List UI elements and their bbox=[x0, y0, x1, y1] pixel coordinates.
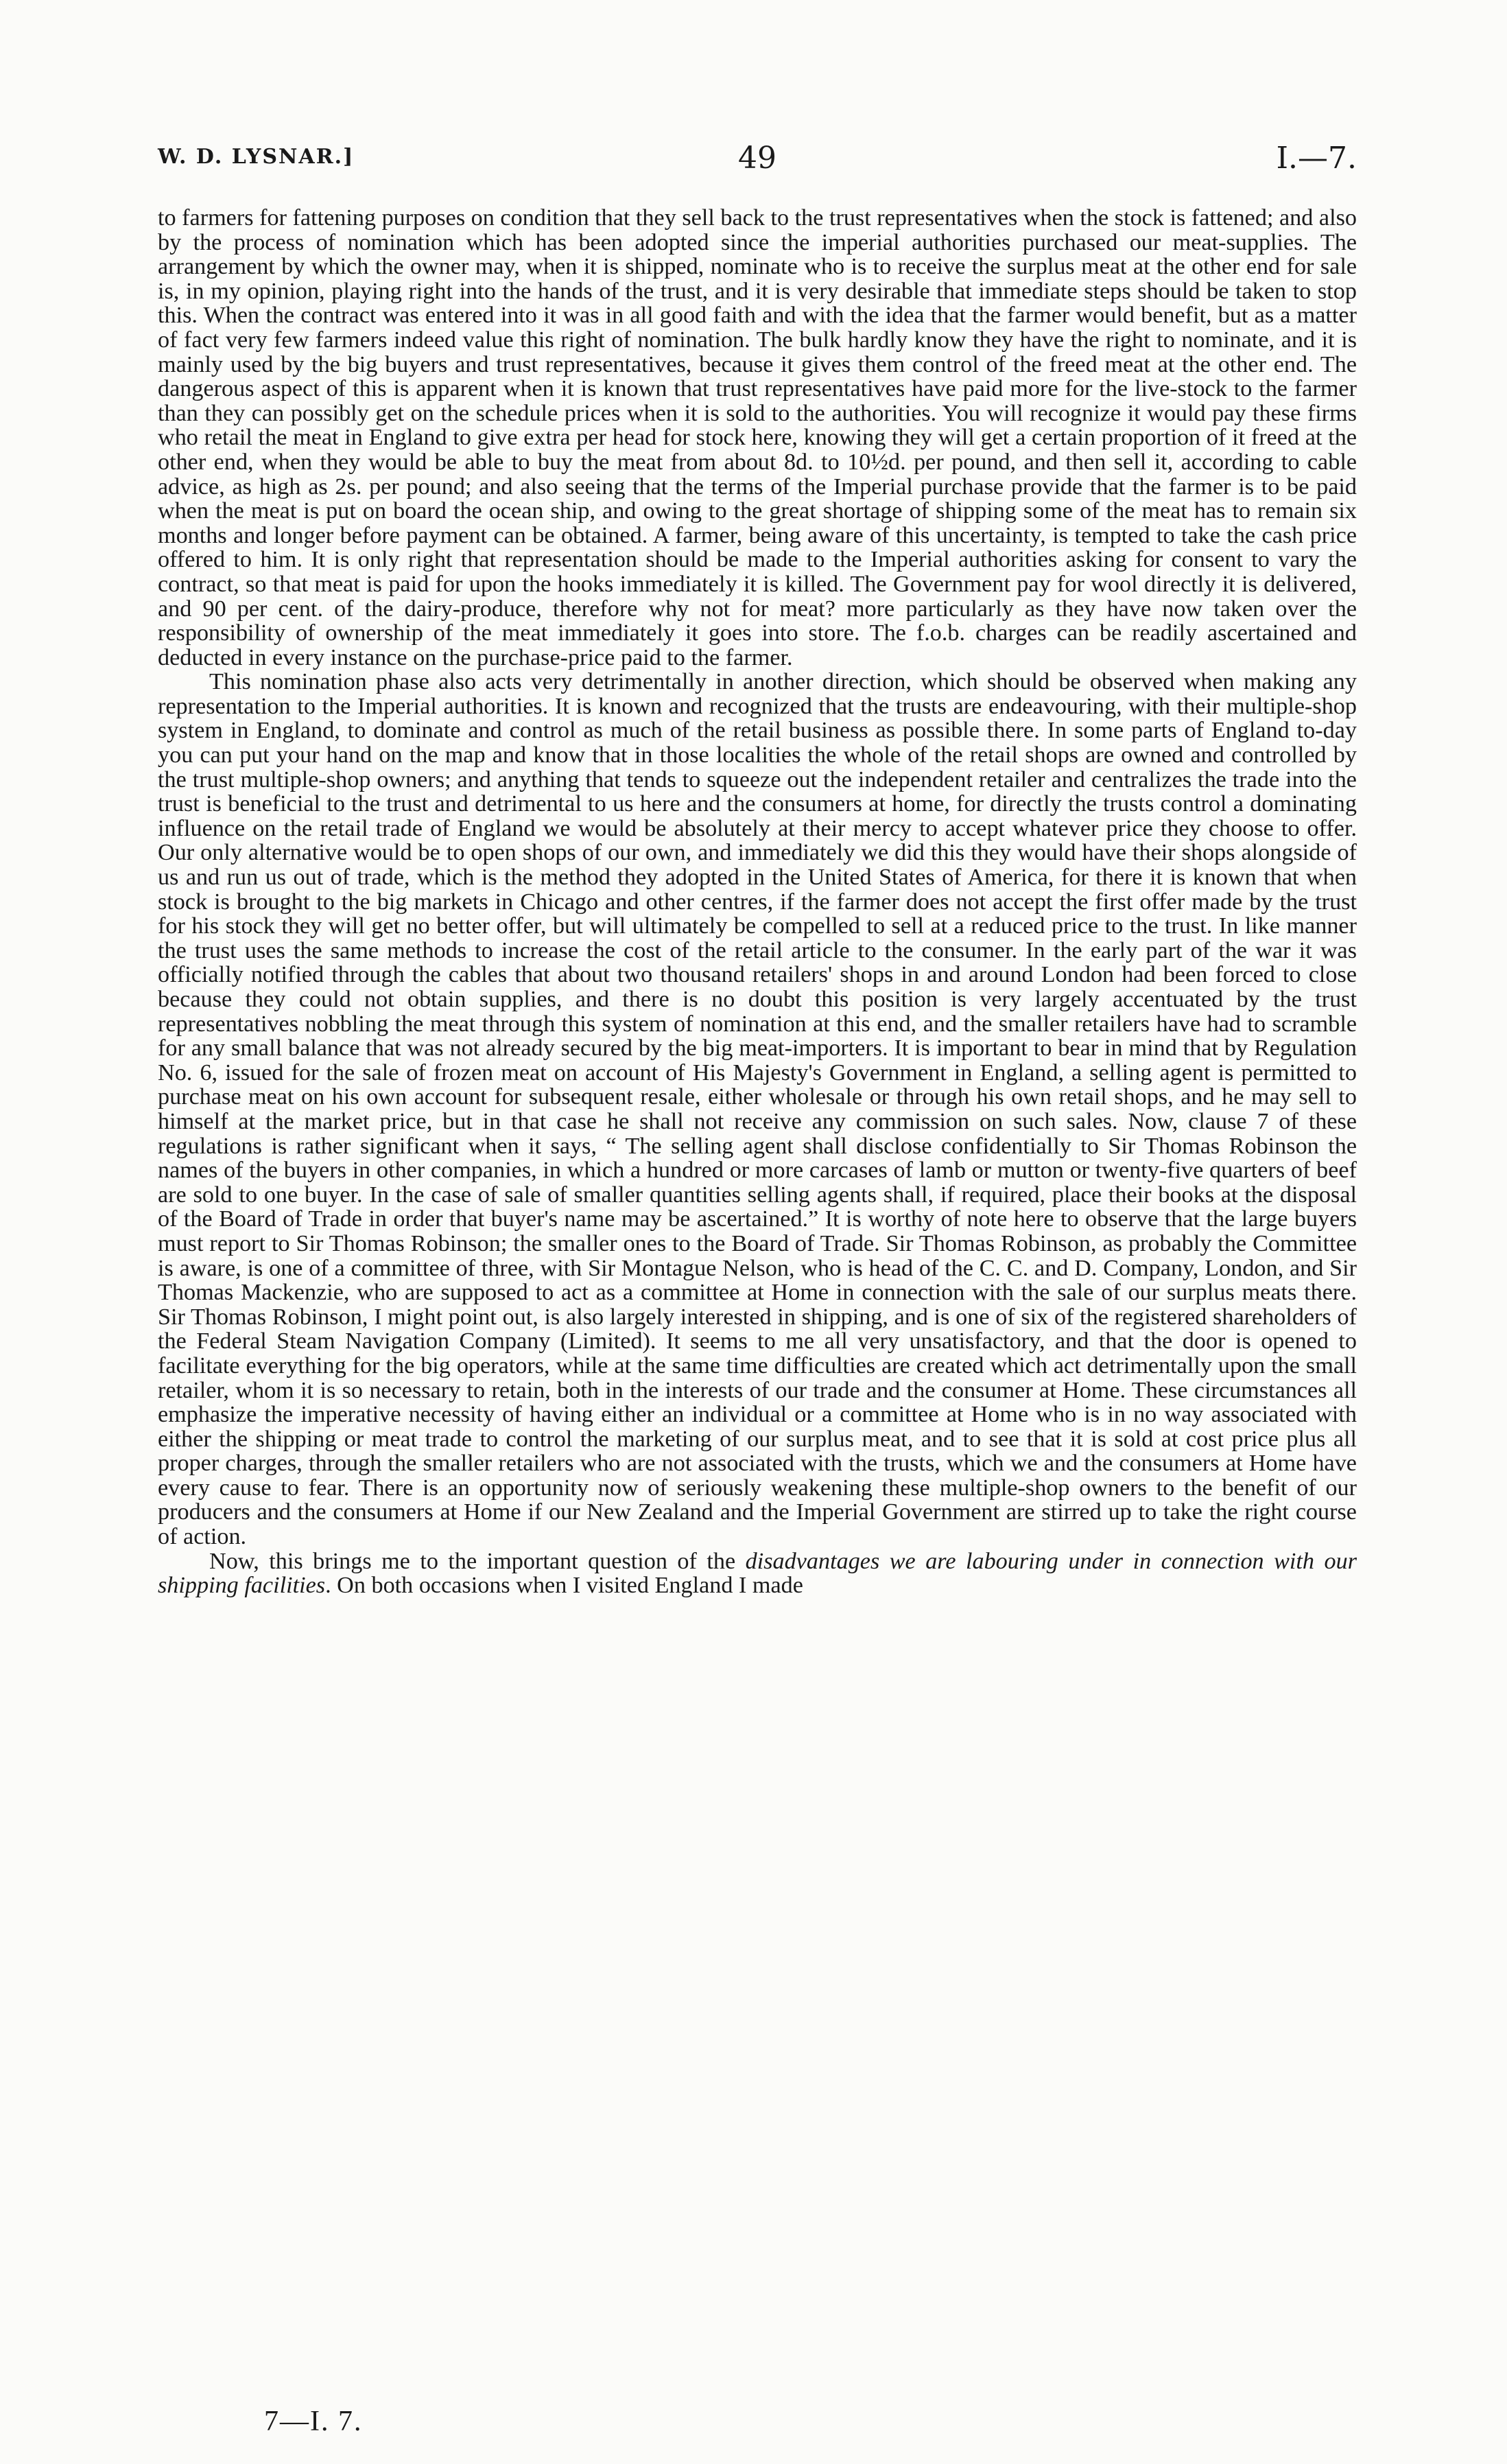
paragraph-1: to farmers for fattening purposes on condition that they sell back to the trust representatives when the stock is fattened; and also by the process of nomination which has been adopted since the imperial authorities purchased our meat-supplies. The arrangement by which the owner may, when it is shipped, nominate who is to receive the surplus meat at the other end for sale is, in my opinion, playing right into the hands of the trust, and it is very desirable that immediate steps should be taken to stop this. When the contract was entered into it was in all good faith and with the idea that the farmer would benefit, but as a matter of fact very few farmers indeed value this right of nomination. The bulk hardly know they have the right to nominate, and it is mainly used by the big buyers and trust representatives, because it gives them control of the freed meat at the other end. The dangerous aspect of this is apparent when it is known that trust representatives have paid more for the live-stock to the farmer than they can possibly get on the schedule prices when it is sold to the authorities. You will recognize it would pay these firms who retail the meat in England to give extra per head for stock here, knowing they will get a certain proportion of it freed at the other end, when they would be able to buy the meat from about 8d. to 10½d. per pound, and then sell it, according to cable advice, as high as 2s. per pound; and also seeing that the terms of the Imperial purchase provide that the farmer is to be paid when the meat is put on board the ocean ship, and owing to the great shortage of shipping some of the meat has to remain six months and longer before payment can be obtained. A farmer, being aware of this uncertainty, is tempted to take the cash price offered to him. It is only right that representation should be made to the Imperial authorities asking for consent to vary the contract, so that meat is paid for upon the hooks immediately it is killed. The Government pay for wool directly it is delivered, and 90 per cent. of the dairy-produce, therefore why not for meat? more particularly as they have now taken over the responsibility of ownership of the meat immediately it goes into store. The f.o.b. charges can be readily ascertained and deducted in every instance on the purchase-price paid to the farmer. bbox=[158, 205, 1357, 670]
body-text bbox=[158, 206, 1357, 1598]
paragraph-2: This nomination phase also acts very detrimentally in another direction, which should be observed when making any representation to the Imperial authorities. It is known and recognized that the trusts are endeavouring, with their multiple-shop system in England, to dominate and control as much of the retail business as possible there. In some parts of England to-day you can put your hand on the map and know that in those localities the whole of the retail shops are owned and controlled by the trust multiple-shop owners; and anything that tends to squeeze out the independent retailer and centralizes the trade into the trust is beneficial to the trust and detrimental to us here and the consumers at home, for directly the trusts control a dominating influence on the retail trade of England we would be absolutely at their mercy to accept whatever price they choose to offer. Our only alternative would be to open shops of our own, and immediately we did this they would have their shops alongside of us and run us out of trade, which is the method they adopted in the United States of America, for there it is known that when stock is brought to the big markets in Chicago and other centres, if the farmer does not accept the first offer made by the trust for his stock they will get no better offer, but will ultimately be compelled to sell at a reduced price to the trust. In like manner the trust uses the same methods to increase the cost of the retail article to the consumer. In the early part of the war it was officially notified through the cables that about two thousand retailers' shops in and around London had been forced to close because they could not obtain supplies, and there is no doubt this position is very largely accentuated by the trust representatives nobbling the meat through this system of nomination at this end, and the smaller retailers have had to scramble for any small balance that was not already secured by the big meat-importers. It is important to bear in mind that by Regulation No. 6, issued for the sale of frozen meat on account of His Majesty's Government in England, a selling agent is permitted to purchase meat on his own account for subsequent resale, either wholesale or through his own retail shops, and he may sell to himself at the market price, but in that case he shall not receive any commission on such sales. Now, clause 7 of these regulations is rather significant when it says, “ The selling agent shall disclose confidentially to Sir Thomas Robinson the names of the buyers in other companies, in which a hundred or more carcases of lamb or mutton or twenty-five quarters of beef are sold to one buyer. In the case of sale of smaller quantities selling agents shall, if required, place their books at the disposal of the Board of Trade in order that buyer's name may be ascertained.” It is worthy of note here to observe that the large buyers must report to Sir Thomas Robinson; the smaller ones to the Board of Trade. Sir Thomas Robinson, as probably the Committee is aware, is one of a committee of three, with Sir Montague Nelson, who is head of the C. C. and D. Company, London, and Sir Thomas Mackenzie, who are supposed to act as a committee at Home in connection with the sale of our surplus meats there. Sir Thomas Robinson, I might point out, is also largely interested in shipping, and is one of six of the registered shareholders of the Federal Steam Navigation Company (Limited). It seems to me all very unsatisfactory, and that the door is opened to facilitate everything for the big operators, while at the same time difficulties are created which act detrimentally upon the small retailer, whom it is so necessary to retain, both in the interests of our trade and the consumer at Home. These circumstances all emphasize the imperative necessity of having either an individual or a committee at Home who is in no way associated with either the shipping or meat trade to control the marketing of our surplus meat, and to see that it is sold at cost price plus all proper charges, through the smaller retailers who are not associated with the trusts, which we and the consumers at Home have every cause to fear. There is an opportunity now of seriously weakening these multiple-shop owners to the benefit of our producers and the consumers at Home if our New Zealand and the Imperial Government are stirred up to take the right course of action. bbox=[158, 669, 1357, 1550]
page-header bbox=[158, 141, 1357, 182]
author-running-head: W. D. LYSNAR.] bbox=[158, 145, 355, 169]
paragraph-3 bbox=[158, 1549, 1357, 1598]
page-number: 49 bbox=[738, 141, 776, 176]
paragraph-3-italic-phrase: disadvantages we are labouring under in connection with our shipping facilities bbox=[158, 1548, 1357, 1599]
paragraph-3-end: . On both occasions when I visited England I made bbox=[325, 1573, 803, 1599]
printer-signature-mark: 7—I. 7. bbox=[264, 2406, 363, 2437]
paragraph-3-start: Now, this brings me to the important question of the bbox=[209, 1548, 746, 1574]
section-reference: I.—7. bbox=[1276, 141, 1357, 176]
